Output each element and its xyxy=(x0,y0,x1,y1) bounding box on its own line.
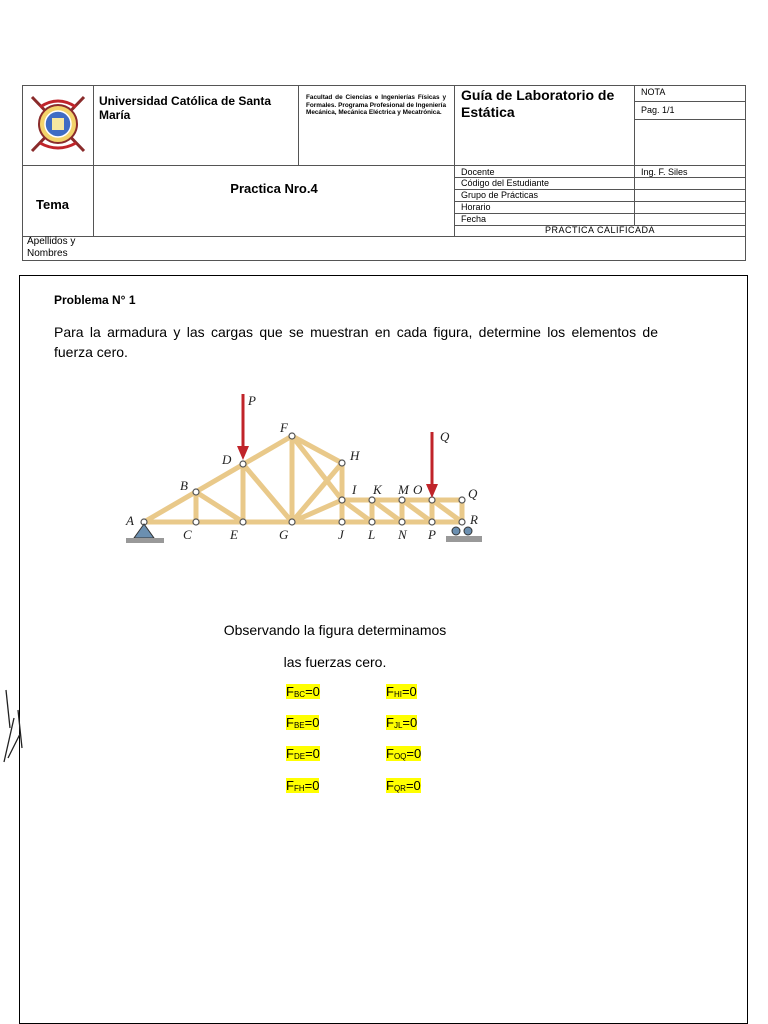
node-label-a: A xyxy=(126,513,134,528)
zero-force-right xyxy=(386,715,417,730)
node-label-e: E xyxy=(230,527,238,542)
force-symbol: F xyxy=(286,778,294,793)
node-label-h: H xyxy=(350,448,360,463)
force-value: =0 xyxy=(401,684,417,699)
zero-force-right xyxy=(386,778,421,793)
university-seal-icon xyxy=(28,91,88,157)
node-label-g: G xyxy=(279,527,289,542)
force-value: =0 xyxy=(406,746,422,761)
node-label-d: D xyxy=(222,452,232,467)
fecha-label: Fecha xyxy=(461,214,487,224)
member-subscript: FH xyxy=(293,784,305,793)
force-symbol: F xyxy=(286,715,294,730)
observation-line-2: las fuerzas cero. xyxy=(283,654,387,670)
observation-line-1: Observando la figura determinamos xyxy=(223,622,447,638)
zero-force-left xyxy=(286,778,319,793)
node-label-o: O xyxy=(413,482,423,497)
apellidos-label: Apellidos y Nombres xyxy=(27,236,76,259)
zero-force-right xyxy=(386,746,421,761)
page-label: Pag. 1/1 xyxy=(641,105,675,115)
grupo-label: Grupo de Prácticas xyxy=(461,190,539,200)
member-subscript: BE xyxy=(293,721,305,730)
node-label-q: Q xyxy=(468,486,478,501)
margin-scribble xyxy=(0,688,24,768)
problem-title: Problema N° 1 xyxy=(54,293,136,307)
force-symbol: F xyxy=(386,746,394,761)
zero-force-left xyxy=(286,684,320,699)
docente-label: Docente xyxy=(461,167,495,177)
guide-title: Guía de Laboratorio de Estática xyxy=(461,87,615,120)
node-label-p: P xyxy=(428,527,436,542)
member-subscript: DE xyxy=(293,752,306,761)
force-value: =0 xyxy=(304,778,320,793)
zero-force-left xyxy=(286,746,320,761)
load-label-q: Q xyxy=(440,429,450,444)
force-value: =0 xyxy=(304,715,320,730)
node-label-r: R xyxy=(470,512,478,527)
node-label-f: F xyxy=(280,420,288,435)
node-label-j: J xyxy=(338,527,344,542)
zero-force-left xyxy=(286,715,319,730)
member-subscript: HI xyxy=(393,690,402,699)
nota-label: NOTA xyxy=(641,87,666,97)
force-value: =0 xyxy=(305,746,320,761)
problem-statement: Para la armadura y las cargas que se muestran en cada figura, determine los elementos de fuerza cero. xyxy=(54,324,658,360)
node-label-l: L xyxy=(368,527,376,542)
problem-box xyxy=(19,275,748,1024)
university-name: Universidad Católica de Santa María xyxy=(99,94,272,122)
force-value: =0 xyxy=(305,684,320,699)
node-label-c: C xyxy=(183,527,192,542)
force-symbol: F xyxy=(286,746,294,761)
force-symbol: F xyxy=(386,778,394,793)
force-symbol: F xyxy=(386,684,394,699)
force-symbol: F xyxy=(386,715,394,730)
member-subscript: OQ xyxy=(393,752,407,761)
load-label-p: P xyxy=(248,393,256,408)
zero-force-right xyxy=(386,684,417,699)
calificada-label: PRACTICA CALIFICADA xyxy=(544,225,656,235)
node-label-k: K xyxy=(373,482,382,497)
faculty-name: Facultad de Ciencias e Ingenierías Físicas y Formales. Programa Profesional de Ingeniería Mecánica, Mecánica Eléctrica y Mecatrónica. xyxy=(306,94,446,117)
force-value: =0 xyxy=(405,778,421,793)
tema-label: Tema xyxy=(36,197,69,212)
node-label-n: N xyxy=(398,527,407,542)
codigo-label: Código del Estudiante xyxy=(461,178,550,188)
node-label-m: M xyxy=(398,482,409,497)
practice-title: Practica Nro.4 xyxy=(230,181,318,196)
member-subscript: JL xyxy=(393,721,403,730)
docente-value: Ing. F. Siles xyxy=(641,167,688,177)
force-symbol: F xyxy=(286,684,294,699)
force-value: =0 xyxy=(402,715,418,730)
horario-label: Horario xyxy=(461,202,491,212)
node-label-b: B xyxy=(180,478,188,493)
header-table xyxy=(22,85,746,261)
member-subscript: QR xyxy=(393,784,406,793)
node-label-i: I xyxy=(352,482,357,497)
member-subscript: BC xyxy=(293,690,306,699)
